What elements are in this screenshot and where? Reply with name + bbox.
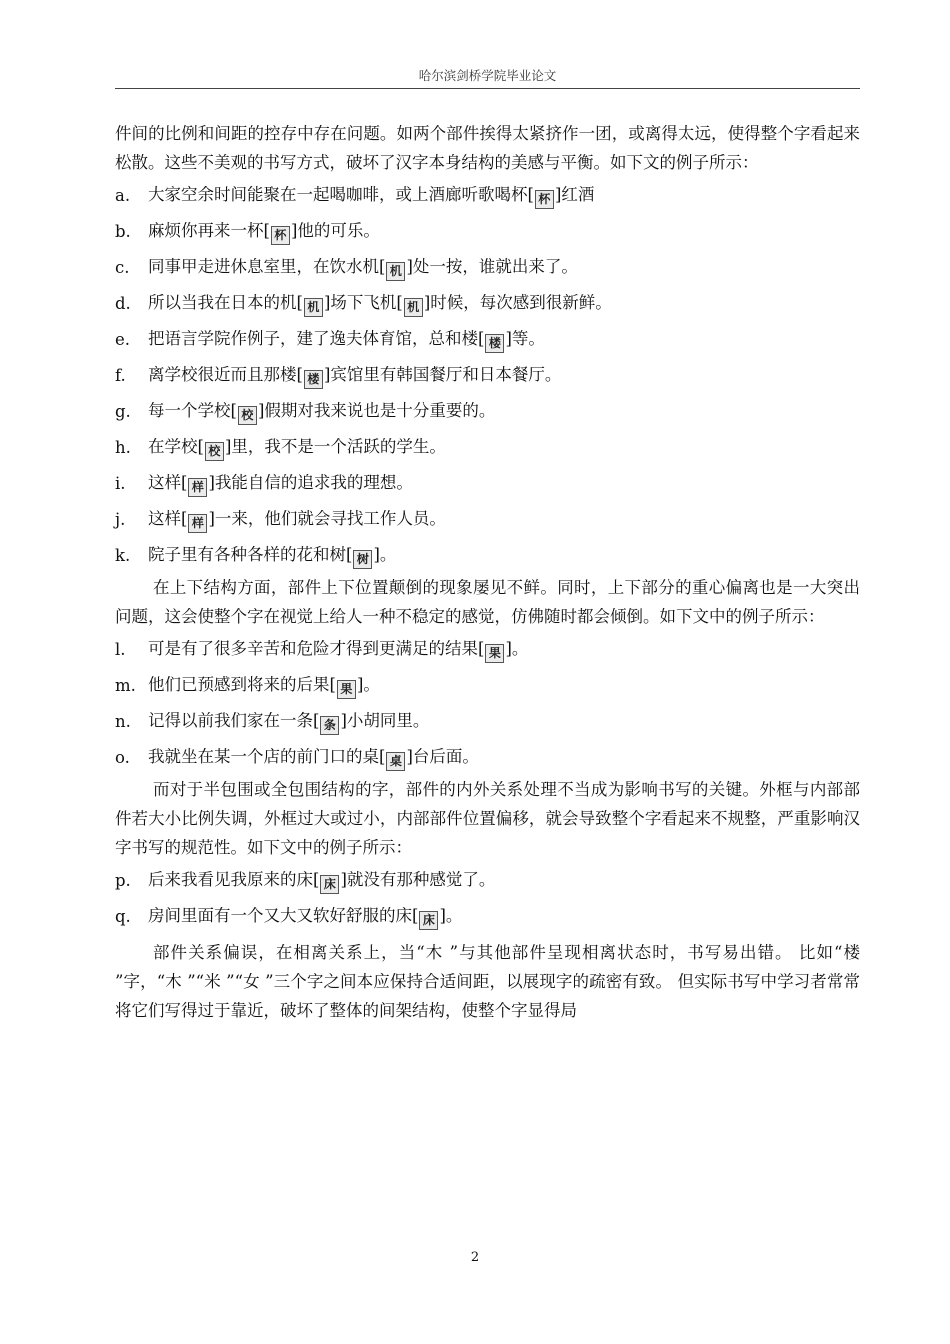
- page-number: 2: [470, 1250, 480, 1265]
- example-item: [115, 213, 860, 249]
- sentence-text: 麻烦你再来一杯[: [148, 221, 270, 240]
- example-label: c.: [115, 257, 130, 277]
- sentence-text: ]红酒: [554, 185, 595, 204]
- handwritten-character-image: 条: [320, 716, 339, 735]
- sentence-text: ]小胡同里。: [340, 711, 430, 730]
- example-label: l.: [115, 639, 126, 659]
- paragraph-enclosure: 而对于半包围或全包围结构的字，部件的内外关系处理不当成为影响书写的关键。外框与内部部件若大小比例失调，外框过大或过小，内部部件位置偏移，就会导致整个字看起来不规整，严重影响汉字书写的规范性。如下文中的例子所示：: [115, 780, 860, 857]
- sentence-text: ]就没有那种感觉了。: [340, 870, 496, 889]
- example-item: [115, 285, 860, 321]
- example-label: b.: [115, 221, 131, 241]
- example-sentence: [148, 902, 462, 930]
- example-item: [115, 177, 860, 213]
- sentence-text: ]他的可乐。: [290, 221, 380, 240]
- handwritten-character-image: 桌: [386, 752, 405, 771]
- example-item: [115, 465, 860, 501]
- handwritten-character-image: 机: [404, 298, 423, 317]
- example-sentence: [148, 635, 528, 663]
- sentence-text: ]里，我不是一个活跃的学生。: [224, 437, 446, 456]
- example-sentence: [148, 743, 479, 771]
- handwritten-character-image: 机: [386, 262, 405, 281]
- example-sentence: [148, 397, 495, 425]
- sentence-text: ]处一按，谁就出来了。: [406, 257, 578, 276]
- sentence-text: ]等。: [505, 329, 545, 348]
- sentence-text: ]。: [373, 545, 397, 564]
- intro-paragraph: 件间的比例和间距的控存中存在问题。如两个部件挨得太紧挤作一团，或离得太远，使得整个字看起来松散。这些不美观的书写方式，破坏了汉字本身结构的美感与平衡。如下文的例子所示：: [115, 124, 860, 172]
- example-list-enclosure: [115, 862, 860, 934]
- example-item: [115, 667, 860, 703]
- example-sentence: [148, 505, 446, 533]
- sentence-text: 他们已预感到将来的后果[: [148, 675, 336, 694]
- example-label: a.: [115, 185, 131, 205]
- example-sentence: [148, 253, 578, 281]
- sentence-text: 可是有了很多辛苦和危险才得到更满足的结果[: [148, 639, 485, 658]
- sentence-text: ]。: [505, 639, 529, 658]
- example-sentence: [148, 325, 545, 353]
- example-sentence: [148, 289, 612, 317]
- sentence-text: 房间里面有一个又大又软好舒服的床[: [148, 906, 419, 925]
- sentence-text: ]。: [356, 675, 380, 694]
- sentence-text: 院子里有各种各样的花和树[: [148, 545, 353, 564]
- example-sentence: [148, 671, 380, 699]
- handwritten-character-image: 杯: [271, 226, 290, 245]
- example-label: g.: [115, 401, 131, 421]
- sentence-text: ]时候，每次感到很新鲜。: [423, 293, 612, 312]
- sentence-text: 记得以前我们家在一条[: [148, 711, 320, 730]
- example-sentence: [148, 866, 495, 894]
- sentence-text: 把语言学院作例子，建了逸夫体育馆，总和楼[: [148, 329, 485, 348]
- example-item: [115, 631, 860, 667]
- example-label: j.: [115, 509, 126, 529]
- example-item: [115, 393, 860, 429]
- example-list-top-bottom: [115, 631, 860, 775]
- example-item: [115, 739, 860, 775]
- sentence-text: 每一个学校[: [148, 401, 237, 420]
- paragraph-component-relation: 部件关系偏误，在相离关系上，当“木 ”与其他部件呈现相离状态时，书写易出错。 比如“楼 ”字，“木 ”“米 ”“女 ”三个字之间本应保持合适间距，以展现字的疏密有致。 但实际书写中学习者常常将它们写得过于靠近，破坏了整体的间架结构，使整个字显得局: [115, 943, 860, 1020]
- handwritten-character-image: 校: [205, 442, 224, 461]
- handwritten-character-image: 床: [419, 911, 438, 930]
- handwritten-character-image: 杯: [535, 190, 554, 209]
- example-sentence: [148, 433, 446, 461]
- example-label: p.: [115, 870, 131, 890]
- sentence-text: ]。: [439, 906, 463, 925]
- example-item: [115, 703, 860, 739]
- handwritten-character-image: 楼: [304, 370, 323, 389]
- example-item: [115, 501, 860, 537]
- example-item: [115, 429, 860, 465]
- example-label: n.: [115, 711, 131, 731]
- sentence-text: 在学校[: [148, 437, 204, 456]
- sentence-text: 所以当我在日本的机[: [148, 293, 303, 312]
- example-label: o.: [115, 747, 130, 767]
- example-sentence: [148, 469, 413, 497]
- handwritten-character-image: 校: [238, 406, 257, 425]
- example-sentence: [148, 707, 429, 735]
- example-item: [115, 249, 860, 285]
- example-list-left-right: [115, 177, 860, 573]
- sentence-text: ]假期对我来说也是十分重要的。: [257, 401, 496, 420]
- sentence-text: 同事甲走进休息室里，在饮水机[: [148, 257, 386, 276]
- handwritten-character-image: 果: [485, 644, 504, 663]
- example-item: [115, 537, 860, 573]
- example-label: d.: [115, 293, 131, 313]
- sentence-text: 这样[: [148, 473, 188, 492]
- example-item: [115, 321, 860, 357]
- header-rule: [115, 88, 860, 89]
- example-sentence: [148, 217, 380, 245]
- sentence-text: 这样[: [148, 509, 188, 528]
- sentence-text: 离学校很近而且那楼[: [148, 365, 303, 384]
- sentence-text: 后来我看见我原来的床[: [148, 870, 320, 889]
- example-label: m.: [115, 675, 136, 695]
- example-sentence: [148, 541, 396, 569]
- sentence-text: ]一来，他们就会寻找工作人员。: [208, 509, 446, 528]
- example-label: f.: [115, 365, 126, 385]
- example-item: [115, 898, 860, 934]
- handwritten-character-image: 样: [188, 478, 207, 497]
- sentence-text: ]场下飞机[: [323, 293, 403, 312]
- sentence-text: ]我能自信的追求我的理想。: [208, 473, 413, 492]
- handwritten-character-image: 床: [320, 875, 339, 894]
- handwritten-character-image: 果: [337, 680, 356, 699]
- sentence-text: ]宾馆里有韩国餐厅和日本餐厅。: [323, 365, 562, 384]
- example-label: i.: [115, 473, 126, 493]
- handwritten-character-image: 楼: [485, 334, 504, 353]
- page-body: [115, 119, 860, 1025]
- example-label: h.: [115, 437, 131, 457]
- example-label: k.: [115, 545, 131, 565]
- sentence-text: ]台后面。: [406, 747, 479, 766]
- sentence-text: 大家空余时间能聚在一起喝咖啡，或上酒廊听歌喝杯[: [148, 185, 534, 204]
- sentence-text: 我就坐在某一个店的前门口的桌[: [148, 747, 386, 766]
- example-sentence: [148, 181, 594, 209]
- example-item: [115, 862, 860, 898]
- handwritten-character-image: 树: [353, 550, 372, 569]
- running-header: 哈尔滨剑桥学院毕业论文: [418, 68, 557, 83]
- example-item: [115, 357, 860, 393]
- example-label: e.: [115, 329, 131, 349]
- paragraph-top-bottom: 在上下结构方面，部件上下位置颠倒的现象屡见不鲜。同时，上下部分的重心偏离也是一大突出问题，这会使整个字在视觉上给人一种不稳定的感觉，仿佛随时都会倾倒。如下文中的例子所示：: [115, 578, 860, 626]
- handwritten-character-image: 机: [304, 298, 323, 317]
- handwritten-character-image: 样: [188, 514, 207, 533]
- example-label: q.: [115, 906, 131, 926]
- example-sentence: [148, 361, 561, 389]
